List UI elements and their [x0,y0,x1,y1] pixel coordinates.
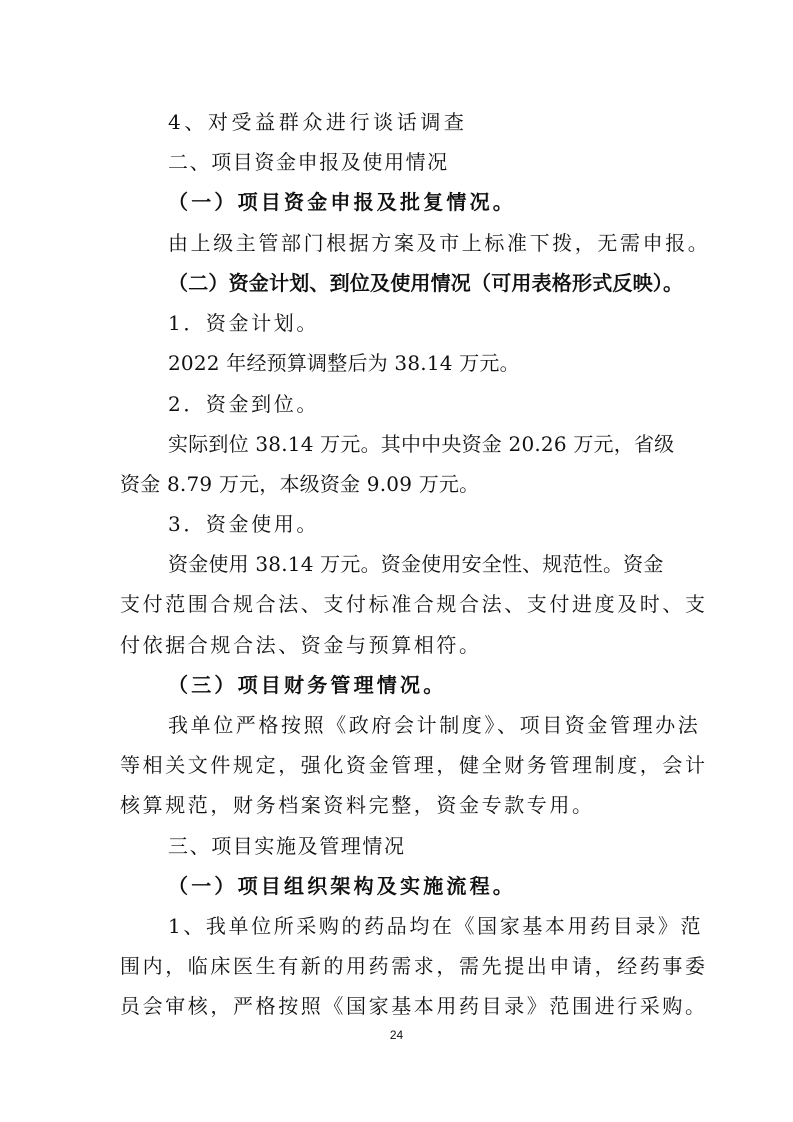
paragraph-line: 资金使用 38.14 万元。资金使用安全性、规范性。资金 [168,552,664,576]
list-item-interview: 4、对受益群众进行谈话调查 [168,110,468,134]
subsection-heading-finance: （三）项目财务管理情况。 [168,673,447,697]
paragraph-line: 实际到位 38.14 万元。其中中央资金 20.26 万元，省级 [168,432,675,456]
paragraph-line: 围内，临床医生有新的用药需求，需先提出申请，经药事委 [120,954,708,978]
paragraph-line: 付依据合规合法、资金与预算相符。 [120,633,482,657]
subsection-heading-funds-plan: （二）资金计划、到位及使用情况（可用表格形式反映）。 [168,271,684,295]
page-number: 24 [389,1028,404,1042]
paragraph-line: 员会审核，严格按照《国家基本用药目录》范围进行采购。 [120,994,708,1018]
subsection-heading-funds-application: （一）项目资金申报及批复情况。 [168,190,516,214]
item-heading-funds-arrival: 2．资金到位。 [168,392,319,416]
paragraph-line: 支付范围合规合法、支付标准合规合法、支付进度及时、支 [120,592,708,616]
paragraph-line: 我单位严格按照《政府会计制度》、项目资金管理办法 [168,713,701,737]
item-heading-funds-use: 3．资金使用。 [168,512,319,536]
paragraph-line: 2022 年经预算调整后为 38.14 万元。 [168,351,520,375]
paragraph-line: 等相关文件规定，强化资金管理，健全财务管理制度，会计 [120,753,708,777]
paragraph-line: 由上级主管部门根据方案及市上标准下拨，无需申报。 [168,231,711,255]
paragraph-line: 核算规范，财务档案资料完整，资金专款专用。 [120,793,595,817]
subsection-heading-organization: （一）项目组织架构及实施流程。 [168,874,516,898]
item-heading-funds-plan: 1．资金计划。 [168,311,319,335]
section-heading-implementation: 三、项目实施及管理情况 [168,834,406,858]
section-heading-funds: 二、项目资金申报及使用情况 [168,150,449,174]
paragraph-line: 资金 8.79 万元，本级资金 9.09 万元。 [120,472,480,496]
paragraph-line: 1、我单位所采购的药品均在《国家基本用药目录》范 [168,914,704,938]
